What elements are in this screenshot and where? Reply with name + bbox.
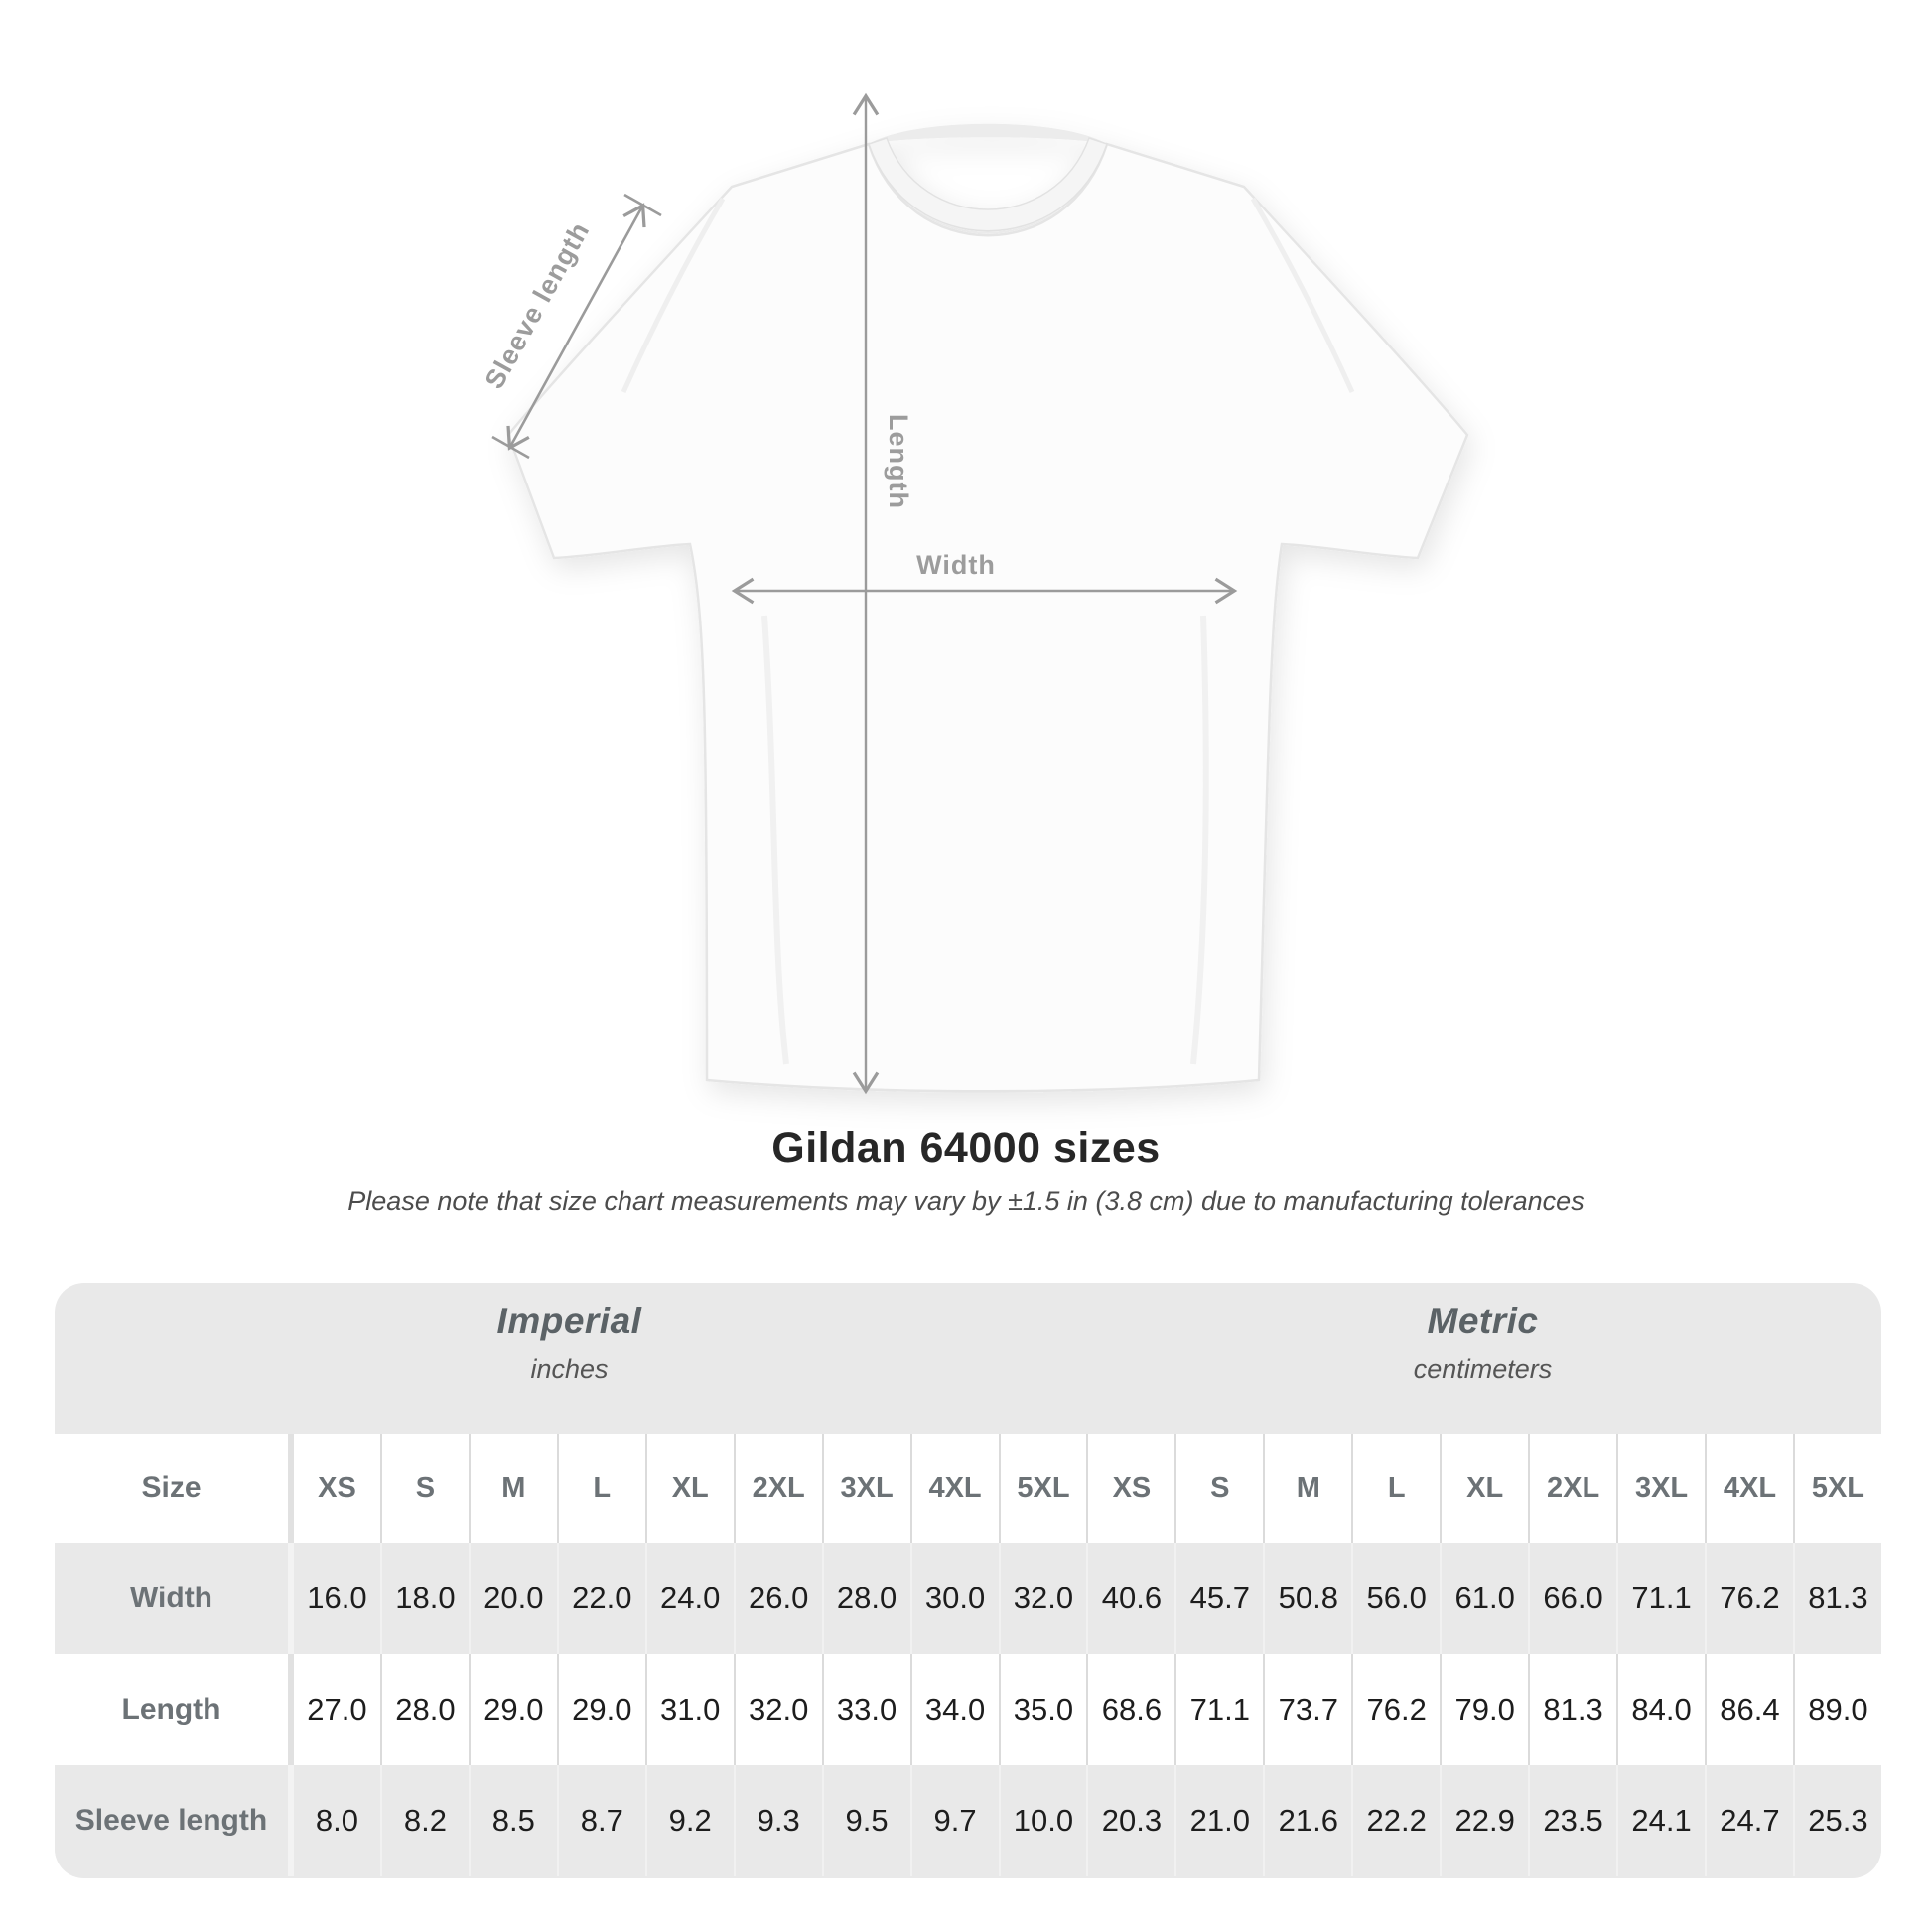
sleeve_length-metric-5xl-cell: 25.3: [1793, 1765, 1881, 1876]
sleeve_length-metric-s-cell: 21.0: [1174, 1765, 1263, 1876]
width-imperial-2xl-cell: 26.0: [734, 1543, 822, 1654]
length-label: Length: [884, 414, 913, 509]
size-col-imperial-3xl: 3XL: [822, 1434, 910, 1543]
size-table: [55, 1283, 1881, 1878]
table-row-2: [55, 1765, 1881, 1876]
sleeve_length-metric-l-cell: 22.2: [1351, 1765, 1440, 1876]
size-col-metric-s: S: [1174, 1434, 1263, 1543]
metric-label: Metric: [1427, 1301, 1539, 1341]
sleeve_length-imperial-xs-cell: 8.0: [288, 1765, 380, 1876]
width-imperial-xs-cell: 16.0: [288, 1543, 380, 1654]
length-imperial-3xl-cell: 33.0: [822, 1654, 910, 1765]
sleeve_length-imperial-3xl-cell: 9.5: [822, 1765, 910, 1876]
sleeve_length-imperial-5xl-cell: 10.0: [999, 1765, 1087, 1876]
length-metric-l-cell: 76.2: [1351, 1654, 1440, 1765]
length-metric-5xl-cell: 89.0: [1793, 1654, 1881, 1765]
tshirt-body: [508, 144, 1467, 1091]
dimension-cap: [624, 195, 661, 215]
sleeve_length-metric-xs-cell: 20.3: [1086, 1765, 1174, 1876]
width-metric-xl-cell: 61.0: [1440, 1543, 1528, 1654]
size-col-metric-3xl: 3XL: [1616, 1434, 1705, 1543]
sleeve-length-label: Sleeve length: [479, 216, 596, 394]
size-col-imperial-4xl: 4XL: [910, 1434, 999, 1543]
length-imperial-2xl-cell: 32.0: [734, 1654, 822, 1765]
width-imperial-5xl-cell: 32.0: [999, 1543, 1087, 1654]
length-imperial-5xl-cell: 35.0: [999, 1654, 1087, 1765]
width-imperial-s-cell: 18.0: [380, 1543, 469, 1654]
sleeve_length-metric-4xl-cell: 24.7: [1705, 1765, 1793, 1876]
length-imperial-4xl-cell: 34.0: [910, 1654, 999, 1765]
length-imperial-xl-cell: 31.0: [645, 1654, 734, 1765]
width-metric-s-cell: 45.7: [1174, 1543, 1263, 1654]
size-col-metric-l: L: [1351, 1434, 1440, 1543]
width-imperial-l-cell: 22.0: [557, 1543, 645, 1654]
size-header-row: [55, 1434, 1881, 1543]
length-metric-xl-cell: 79.0: [1440, 1654, 1528, 1765]
imperial-label: Imperial: [496, 1301, 642, 1341]
title-block: [0, 1124, 1932, 1217]
row-label-length: Length: [121, 1693, 221, 1725]
width-imperial-3xl-cell: 28.0: [822, 1543, 910, 1654]
collar-back: [869, 124, 1107, 144]
size-col-imperial-l: L: [557, 1434, 645, 1543]
size-column-header: Size: [141, 1471, 202, 1504]
sleeve_length-metric-3xl-cell: 24.1: [1616, 1765, 1705, 1876]
size-col-imperial-m: M: [469, 1434, 557, 1543]
size-col-imperial-5xl: 5XL: [999, 1434, 1087, 1543]
size-col-imperial-xs: XS: [288, 1434, 380, 1543]
length-metric-3xl-cell: 84.0: [1616, 1654, 1705, 1765]
sleeve_length-metric-2xl-cell: 23.5: [1528, 1765, 1616, 1876]
length-metric-m-cell: 73.7: [1263, 1654, 1351, 1765]
size-col-imperial-xl: XL: [645, 1434, 734, 1543]
size-col-imperial-2xl: 2XL: [734, 1434, 822, 1543]
width-label: Width: [916, 550, 996, 580]
width-metric-2xl-cell: 66.0: [1528, 1543, 1616, 1654]
size-col-metric-4xl: 4XL: [1705, 1434, 1793, 1543]
size-col-metric-m: M: [1263, 1434, 1351, 1543]
sleeve_length-imperial-l-cell: 8.7: [557, 1765, 645, 1876]
table-row-1: [55, 1654, 1881, 1765]
length-metric-4xl-cell: 86.4: [1705, 1654, 1793, 1765]
table-row-0: [55, 1543, 1881, 1654]
unit-header-imperial: [55, 1283, 1084, 1434]
size-col-metric-2xl: 2XL: [1528, 1434, 1616, 1543]
imperial-unit-label: inches: [530, 1354, 609, 1384]
width-metric-4xl-cell: 76.2: [1705, 1543, 1793, 1654]
width-imperial-m-cell: 20.0: [469, 1543, 557, 1654]
page-subtitle: Please note that size chart measurements may vary by ±1.5 in (3.8 cm) due to manufacturing tolerances: [347, 1186, 1585, 1216]
size-col-imperial-s: S: [380, 1434, 469, 1543]
tshirt-illustration: [508, 124, 1467, 1092]
width-metric-l-cell: 56.0: [1351, 1543, 1440, 1654]
length-imperial-l-cell: 29.0: [557, 1654, 645, 1765]
length-imperial-m-cell: 29.0: [469, 1654, 557, 1765]
sleeve_length-imperial-2xl-cell: 9.3: [734, 1765, 822, 1876]
width-metric-xs-cell: 40.6: [1086, 1543, 1174, 1654]
length-metric-2xl-cell: 81.3: [1528, 1654, 1616, 1765]
length-metric-s-cell: 71.1: [1174, 1654, 1263, 1765]
length-metric-xs-cell: 68.6: [1086, 1654, 1174, 1765]
sleeve_length-metric-m-cell: 21.6: [1263, 1765, 1351, 1876]
sleeve_length-imperial-m-cell: 8.5: [469, 1765, 557, 1876]
sleeve_length-imperial-s-cell: 8.2: [380, 1765, 469, 1876]
sleeve_length-metric-xl-cell: 22.9: [1440, 1765, 1528, 1876]
length-imperial-s-cell: 28.0: [380, 1654, 469, 1765]
row-label-width: Width: [129, 1582, 213, 1614]
width-imperial-4xl-cell: 30.0: [910, 1543, 999, 1654]
size-col-metric-xl: XL: [1440, 1434, 1528, 1543]
sleeve_length-imperial-4xl-cell: 9.7: [910, 1765, 999, 1876]
sleeve_length-imperial-xl-cell: 9.2: [645, 1765, 734, 1876]
metric-unit-label: centimeters: [1413, 1354, 1553, 1384]
page-title: Gildan 64000 sizes: [771, 1124, 1161, 1172]
row-label-sleeve-length: Sleeve length: [74, 1804, 268, 1837]
size-col-metric-xs: XS: [1086, 1434, 1174, 1543]
width-imperial-xl-cell: 24.0: [645, 1543, 734, 1654]
width-metric-m-cell: 50.8: [1263, 1543, 1351, 1654]
width-metric-5xl-cell: 81.3: [1793, 1543, 1881, 1654]
width-metric-3xl-cell: 71.1: [1616, 1543, 1705, 1654]
size-col-metric-5xl: 5XL: [1793, 1434, 1881, 1543]
unit-header-band: [55, 1283, 1881, 1434]
unit-header-metric: [1084, 1283, 1881, 1434]
length-imperial-xs-cell: 27.0: [288, 1654, 380, 1765]
